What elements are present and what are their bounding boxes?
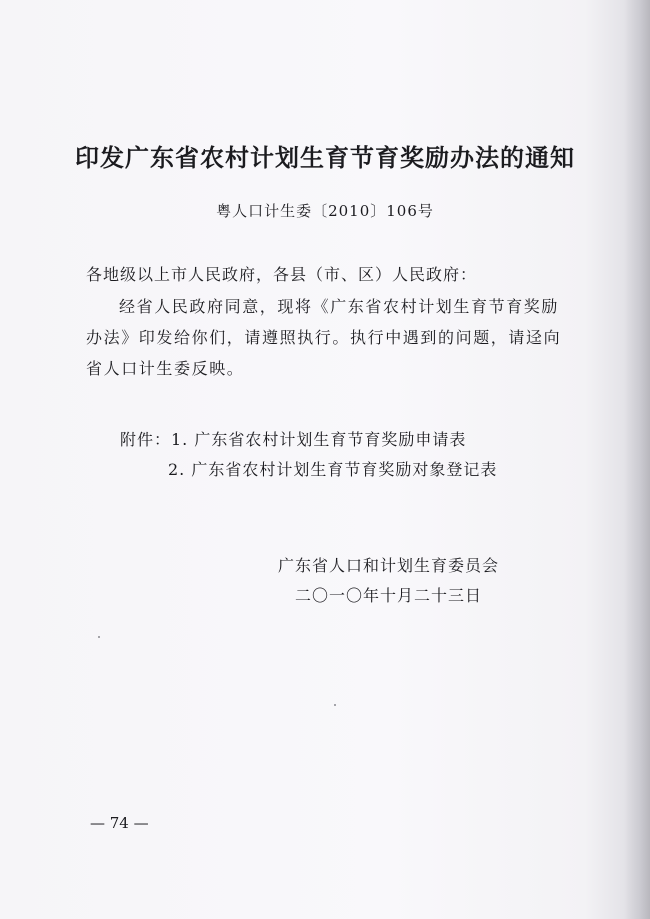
body-line-1-text: 经省人民政府同意，现将《广东省农村计划生育节育奖励 [119, 297, 560, 316]
body-line-3: 省人口计生委反映。 [86, 359, 245, 378]
issue-date: 二〇一〇年十月二十三日 [295, 586, 483, 605]
body-line-1 [86, 291, 581, 322]
scan-speck [334, 704, 336, 706]
page-number: — 74 — [90, 814, 149, 832]
addressee-line: 各地级以上市人民政府，各县（市、区）人民政府： [86, 265, 478, 284]
signer-organization: 广东省人口和计划生育委员会 [278, 556, 500, 575]
body-paragraph [86, 291, 581, 384]
attachment-item-1: 附件：1. 广东省农村计划生育节育奖励申请表 [120, 430, 467, 449]
scan-speck [98, 636, 100, 638]
document-title: 印发广东省农村计划生育节育奖励办法的通知 [75, 143, 575, 172]
body-line-2: 办法》印发给你们，请遵照执行。执行中遇到的问题，请迳向 [86, 328, 562, 347]
document-number: 粤人口计生委〔2010〕106号 [216, 202, 434, 220]
attachment-item-2: 2. 广东省农村计划生育节育奖励对象登记表 [168, 460, 498, 479]
